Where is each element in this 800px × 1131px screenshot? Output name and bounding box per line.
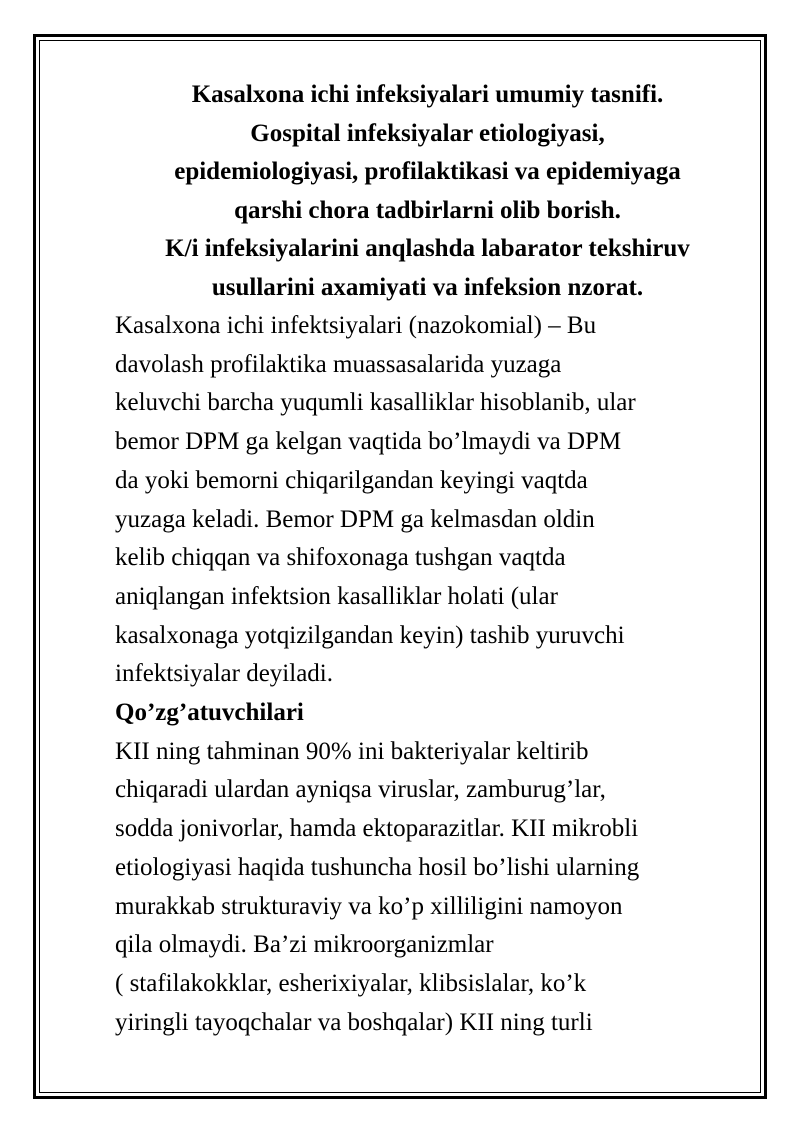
paragraph-definition — [115, 307, 755, 694]
document-body — [115, 76, 755, 1042]
text-line: keluvchi barcha yuqumli kasalliklar hisoblanib, ular — [115, 389, 636, 417]
text-line: sodda jonivorlar, hamda ektoparazitlar. KII mikrobli — [115, 815, 639, 843]
text-line: kasalxonaga yotqizilgandan keyin) tashib yuruvchi — [115, 621, 625, 649]
title-line: K/i infeksiyalarini anqlashda labarator tekshiruv — [165, 235, 690, 262]
document-title — [115, 76, 740, 307]
title-line: Kasalxona ichi infeksiyalari umumiy tasnifi. — [191, 81, 664, 108]
title-line: qarshi chora tadbirlarni olib borish. — [234, 196, 621, 224]
text-line: yuzaga keladi. Bemor DPM ga kelmasdan oldin — [115, 505, 595, 533]
text-line: yiringli tayoqchalar va boshqalar) KII ning turli — [115, 1008, 593, 1036]
text-line: bemor DPM ga kelgan vaqtida bo’lmaydi va DPM — [115, 428, 622, 456]
text-line: chiqaradi ulardan ayniqsa viruslar, zamburug’lar, — [115, 776, 606, 804]
text-line: murakkab strukturaviy va ko’p xilliligini namoyon — [115, 892, 623, 920]
text-line: etiologiyasi haqida tushuncha hosil bo’lishi ularning — [115, 853, 640, 881]
text-line: da yoki bemorni chiqarilgandan keyingi vaqtda — [115, 466, 588, 494]
text-line: KII ning tahminan 90% ini bakteriyalar keltirib — [115, 737, 589, 765]
text-line: ( stafilakokklar, esherixiyalar, klibsislalar, ko’k — [115, 969, 587, 997]
section-heading: Qo’zg’atuvchilari — [115, 699, 304, 727]
text-line: infektsiyalar deyiladi. — [115, 660, 333, 688]
text-line: kelib chiqqan va shifoxonaga tushgan vaqtda — [115, 544, 566, 572]
text-line: qila olmaydi. Ba’zi mikroorganizmlar — [115, 931, 494, 959]
title-line: Gospital infeksiyalar etiologiyasi, — [250, 119, 605, 147]
text-line: aniqlangan infektsion kasalliklar holati (ular — [115, 582, 558, 610]
text-line: Kasalxona ichi infektsiyalari (nazokomial) – Bu — [115, 312, 597, 339]
title-line: usullarini axamiyati va infeksion nzorat. — [211, 273, 644, 301]
text-line: davolash profilaktika muassasalarida yuzaga — [115, 350, 562, 378]
paragraph-pathogens — [115, 733, 755, 1043]
title-line: epidemiologiyasi, profilaktikasi va epidemiyaga — [174, 158, 681, 185]
